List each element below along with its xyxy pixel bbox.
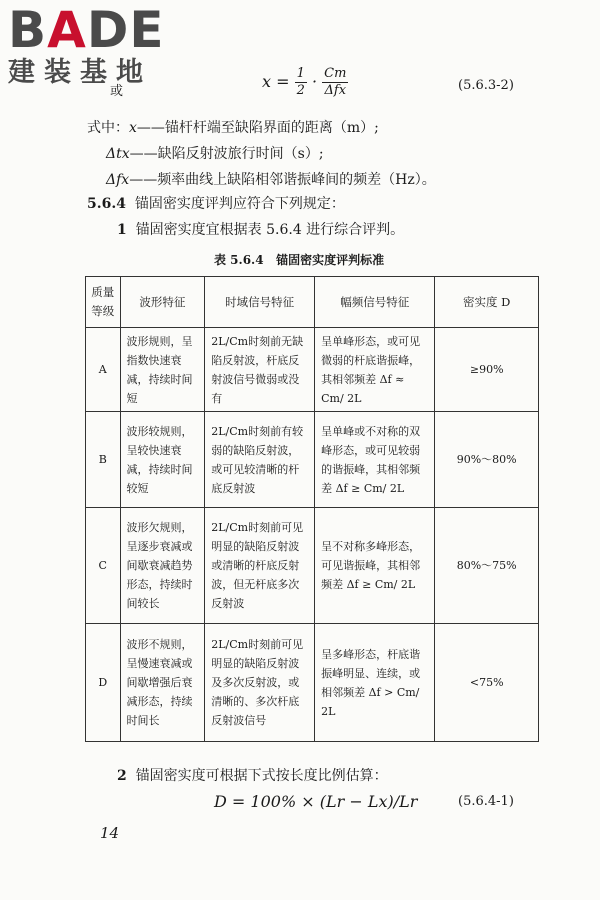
cell-wave: 波形不规则，呈慢速衰减或间歇增强后衰减形态，持续时间长 <box>120 624 205 742</box>
cell-time: 2L/Cm时刻前可见明显的缺陷反射波及多次反射波，或清晰的、多次杆底反射波信号 <box>205 624 315 742</box>
equation-5-6-4-1: D = 100% × (Lr − Lx)/Lr <box>214 792 418 811</box>
brand-logo <box>8 1 178 88</box>
equation-number: (5.6.3-2) <box>458 78 514 93</box>
cell-freq: 呈多峰形态，杆底谐振峰明显、连续，或相邻频差 Δf > Cm/ 2L <box>315 624 435 742</box>
cell-freq: 呈单峰形态，或可见微弱的杆底谐振峰，其相邻频差 Δf ≈ Cm/ 2L <box>315 328 435 412</box>
header-freq: 幅频信号特征 <box>315 277 435 328</box>
cell-grade: B <box>86 412 121 508</box>
table-row <box>86 624 539 742</box>
clause-heading <box>87 194 345 214</box>
definition-line: 式中：x——锚杆杆端至缺陷界面的距离（m）; <box>87 120 379 136</box>
header-wave: 波形特征 <box>120 277 205 328</box>
evaluation-table <box>85 276 539 742</box>
header-density: 密实度 D <box>435 277 539 328</box>
equation-prefix: 或 <box>110 84 124 99</box>
cell-density: <75% <box>435 624 539 742</box>
table-caption <box>214 251 384 268</box>
equation-number: (5.6.4-1) <box>458 794 514 809</box>
table-row <box>86 328 539 412</box>
list-item: 1 锚固密实度宜根据表 5.6.4 进行综合评判。 <box>117 222 405 238</box>
cell-freq: 呈单峰或不对称的双峰形态，或可见较弱的谐振峰，其相邻频差 Δf ≥ Cm/ 2L <box>315 412 435 508</box>
definition-lead: 式中： <box>87 120 129 136</box>
cell-wave: 波形较规则，呈较快速衰减，持续时间较短 <box>120 412 205 508</box>
cell-grade: D <box>86 624 121 742</box>
cell-time: 2L/Cm时刻前无缺陷反射波，杆底反射波信号微弱或没有 <box>205 328 315 412</box>
list-item: 2 锚固密实度可根据下式按长度比例估算： <box>117 768 388 784</box>
cell-freq: 呈不对称多峰形态，可见谐振峰，其相邻频差 Δf ≥ Cm/ 2L <box>315 508 435 624</box>
cell-density: 90%～80% <box>435 412 539 508</box>
definition-line: Δtx——缺陷反射波旅行时间（s）; <box>106 146 324 162</box>
cell-grade: A <box>86 328 121 412</box>
definition-line: Δfx——频率曲线上缺陷相邻谐振峰间的频差（Hz）。 <box>106 172 436 188</box>
header-grade: 质量等级 <box>86 277 121 328</box>
cell-wave: 波形规则，呈指数快速衰减，持续时间短 <box>120 328 205 412</box>
table-header-row <box>86 277 539 328</box>
clause-number: 5.6.4 <box>87 196 126 212</box>
cell-wave: 波形欠规则，呈逐步衰减或间歇衰减趋势形态，持续时间较长 <box>120 508 205 624</box>
table-caption-title: 锚固密实度评判标准 <box>276 253 385 267</box>
cell-density: ≥90% <box>435 328 539 412</box>
equation-5-6-3-2 <box>262 66 348 99</box>
logo-subtitle: 建装基地 <box>8 57 152 88</box>
table-caption-number: 表 5.6.4 <box>214 253 264 267</box>
logo-wordmark: BADE <box>8 1 165 59</box>
fraction-half: $\frac{1}{2}$ <box>296 66 305 98</box>
equation-dot: · <box>311 72 318 91</box>
cell-time: 2L/Cm时刻前有较弱的缺陷反射波，或可见较清晰的杆底反射波 <box>205 412 315 508</box>
table-row <box>86 508 539 624</box>
cell-time: 2L/Cm时刻前可见明显的缺陷反射波或清晰的杆底反射波，但无杆底多次反射波 <box>205 508 315 624</box>
page-number: 14 <box>100 824 120 842</box>
cell-grade: C <box>86 508 121 624</box>
header-time: 时域信号特征 <box>205 277 315 328</box>
equation-lhs: x = <box>262 72 295 91</box>
cell-density: 80%～75% <box>435 508 539 624</box>
fraction-cm-dfx: $\frac{Cm}{\text{Δfx}}$ <box>324 66 347 98</box>
clause-text: 锚固密实度评判应符合下列规定： <box>134 196 345 212</box>
table-row <box>86 412 539 508</box>
